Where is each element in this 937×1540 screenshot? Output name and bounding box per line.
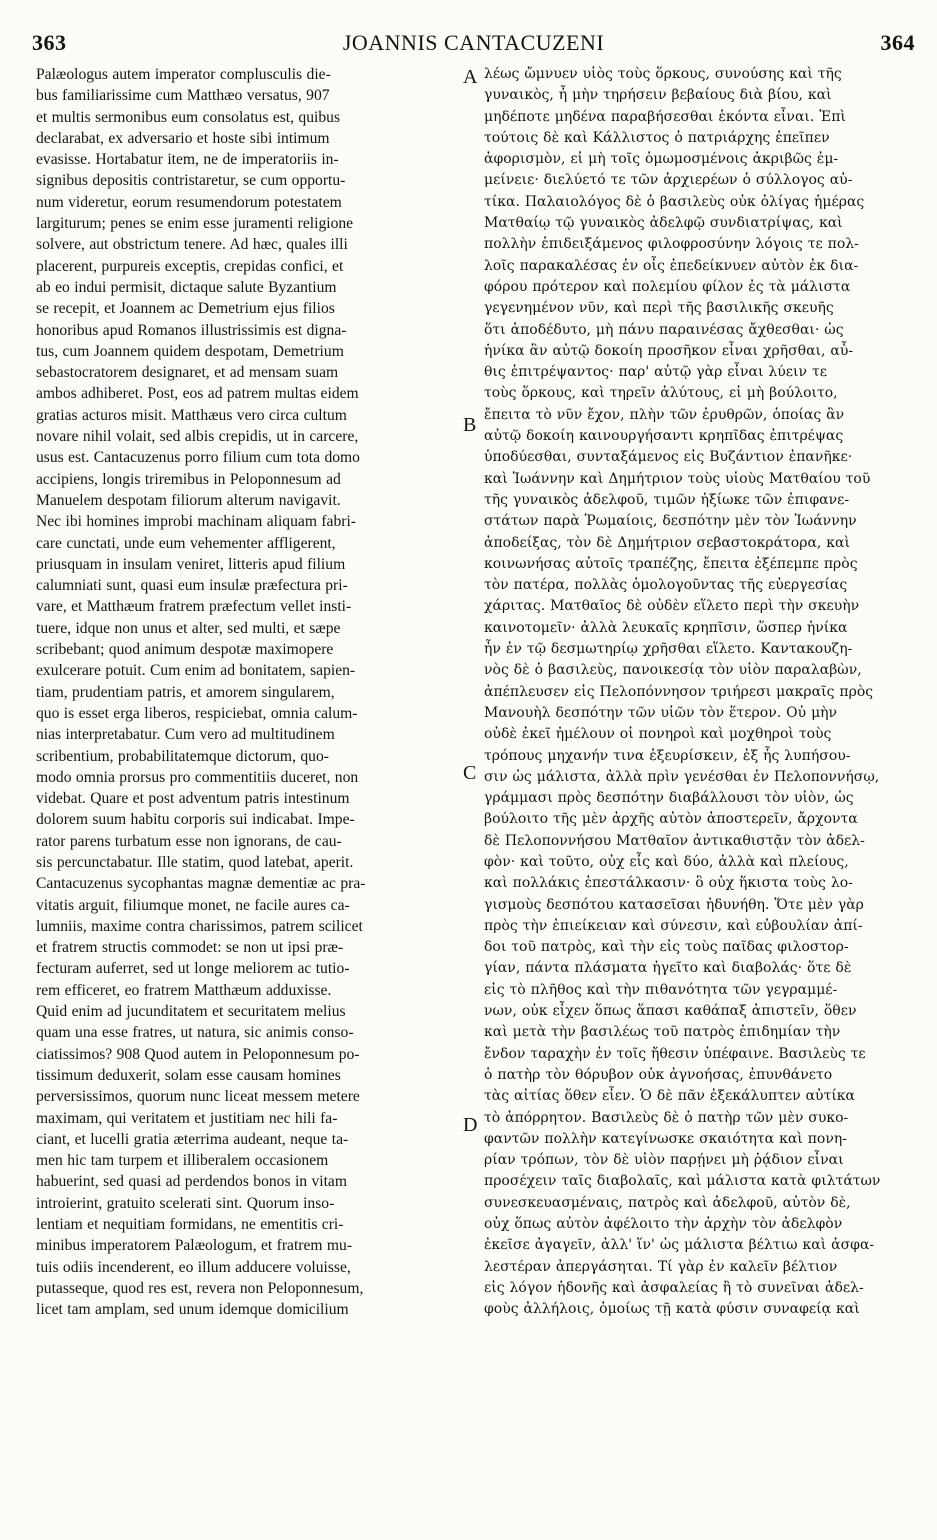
- latin-text-line: dolorem suum habitu corporis sui indicabat. Impe-: [36, 811, 355, 829]
- greek-text-line: τοὺς ὅρκους, καὶ τηρεῖν ἀλύτους, εἰ μὴ βούλοιτο,: [484, 385, 838, 402]
- latin-text-line: Manuelem despotam filiorum alterum navigavit.: [36, 491, 341, 509]
- latin-text-line: evasisse. Hortabatur item, ne de imperatoriis in-: [36, 151, 339, 169]
- greek-text-line: Ματθαίῳ τῷ γυναικὸς ἀδελφῷ συνδιατρίψας, καὶ: [484, 215, 843, 232]
- greek-text-line: ὑποδύεσθαι, συνταξάμενος εἰς Βυζάντιον ἐπανῆκε·: [484, 449, 853, 466]
- latin-text-line: videbat. Quare et post adventum patris intestinum: [36, 790, 350, 808]
- latin-text-line: novare nihil volait, sed albis crepidis, ut in carcere,: [36, 428, 359, 446]
- greek-text-line: ἀφορισμὸν, εἰ μὴ τοῖς ὁμωμοσμένοις ἀκριβῶς ἐμ-: [484, 151, 839, 168]
- greek-text-line: τὸ ἀπόρρητον. Βασιλεὺς δὲ ὁ πατὴρ τῶν μὲν συκο-: [484, 1109, 849, 1126]
- greek-text-line: ἔνδον ταραχὴν ἐν τοῖς ἤθεσιν ὑπέφαινε. Βασιλεὺς τε: [484, 1045, 866, 1062]
- greek-text-line: φὸν· καὶ τοῦτο, οὐχ εἷς καὶ δύο, ἀλλὰ καὶ πλείους,: [484, 853, 849, 870]
- latin-text-line: se recepit, et Joannem ac Demetrium ejus filios: [36, 300, 335, 318]
- latin-text-line: priusquam in insulam veniret, litteris apud filium: [36, 555, 346, 573]
- greek-text-line: ὅτι ἀποδέδυτο, μὴ πάνυ παραινέσας ἄχθεσθαι· ὡς: [484, 321, 844, 338]
- greek-text-line: βούλοιτο τῆς μὲν ἀρχῆς αὐτὸν ἀποστερεῖν, ἄρχοντα: [484, 811, 858, 828]
- latin-text-line: fecturam auferret, sed ut longe meliorem ac tutio-: [36, 960, 350, 978]
- latin-text-line: scribentium, probabilitatemque dictorum, quo-: [36, 747, 329, 765]
- latin-text-line: care cunctati, unde eum vehementer affligerent,: [36, 534, 336, 552]
- latin-column: [36, 64, 456, 1321]
- latin-text-line: ab eo indui permisit, dictaque salute Byzantium: [36, 278, 337, 296]
- greek-text-line: καὶ μετὰ τὴν βασιλέως τοῦ πατρὸς ἐπιδημίαν τὴν: [484, 1024, 841, 1041]
- latin-text-line: maximam, qui veritatem et justitiam nec hili fa-: [36, 1109, 338, 1127]
- latin-text-line: honoribus apud Romanos illustrissimis est digna-: [36, 321, 347, 339]
- greek-text-line: νων, οὐκ εἶχεν ὅπως ἅπασι καθάπαξ ἀπιστεῖν, ὅθεν: [484, 1003, 857, 1020]
- greek-text-line: τὸν πατέρα, πολλὰς ὁμολογοῦντας τῆς εὐεργεσίας: [484, 577, 848, 594]
- latin-text-line: calumniati sunt, quasi eum insulæ præfectura pri-: [36, 577, 348, 595]
- latin-text-line: tus, cum Joannem quidem despotam, Demetrium: [36, 342, 344, 360]
- latin-text-line: tuere, idque non unus et alter, sed multi, et sæpe: [36, 619, 341, 637]
- latin-text-line: et fratrem structis commodet: se non ut ipsi præ-: [36, 939, 344, 957]
- greek-text-line: τούτοις δὲ καὶ Κάλλιστος ὁ πατριάρχης ἐπεῖπεν: [484, 129, 830, 146]
- latin-text-line: minibus imperatorem Palæologum, et fratrem mu-: [36, 1237, 353, 1255]
- latin-text-line: usus est. Cantacuzenus porro filium cum tota domo: [36, 449, 360, 467]
- greek-text-line: ρίαν τρόπων, τὸν δὲ υἱὸν παρῄνει μὴ ῥᾴδιον εἶναι: [484, 1152, 844, 1169]
- latin-text-line: lumniis, maxime contra charissimos, patrem scilicet: [36, 917, 363, 935]
- greek-text-line: γίαν, πάντα πλάσματα ἡγεῖτο καὶ διαβολάς· ὅτε δὲ: [484, 960, 852, 977]
- latin-text-line: exulcerare potuit. Cum enim ad bonitatem, sapien-: [36, 662, 356, 680]
- latin-text-line: Nec ibi homines improbi machinam aliquam fabri-: [36, 513, 356, 531]
- latin-text-line: num videretur, eorum resumendorum potestatem: [36, 193, 342, 211]
- greek-text-line: γεγενημένον νῦν, καὶ περὶ τῆς βασιλικῆς σκευῆς: [484, 300, 834, 317]
- greek-text-line: πρὸς τὴν ἐπιείκειαν καὶ σύνεσιν, καὶ εὐβουλίαν ἀπί-: [484, 917, 863, 934]
- greek-text-line: φοὺς ἀλλήλοις, ὁμοίως τῇ κατὰ φύσιν συναφείᾳ καὶ: [484, 1301, 860, 1318]
- greek-text-line: στάτων παρὰ Ῥωμαίοις, δεσπότην μὲν τὸν Ἰωάννην: [484, 513, 857, 530]
- latin-text-line: introierint, gratuito scelerati sint. Quorum inso-: [36, 1194, 335, 1212]
- greek-text-line: δοι τοῦ πατρὸς, καὶ τὴν εἰς τοὺς παῖδας φιλοστορ-: [484, 939, 849, 956]
- latin-text-line: signibus depositis contristaretur, se cum opportu-: [36, 172, 346, 190]
- greek-text-line: ἡνίκα ἂν αὐτῷ δοκοίη προσῆκον εἶναι χρῆσθαι, αὖ-: [484, 342, 854, 359]
- latin-text-line: men hic tam turpem et illiberalem occasionem: [36, 1152, 329, 1170]
- latin-text-line: licet tam amplam, sed unum idemque domicilium: [36, 1301, 349, 1319]
- latin-text-line: declarabat, ex adversario et hoste sibi intimum: [36, 129, 330, 147]
- greek-text-line: καὶ Ἰωάννην καὶ Δημήτριον τοὺς υἱοὺς Ματθαίου τοῦ: [484, 470, 871, 487]
- greek-text-line: γισμοὺς δεσπότου κατασεῖσαι ἠδυνήθη. Ὅτε μὲν γὰρ: [484, 896, 864, 913]
- greek-text-line: πολλὴν ἐπιδειξάμενος φιλοφροσύνην λόγοις τε πολ-: [484, 236, 859, 253]
- greek-text-line: εἰς λόγον ἡδονῆς καὶ ἀσφαλείας ἢ τὸ συνεῖναι ἀδελ-: [484, 1279, 864, 1296]
- greek-text-line: ἀποδείξας, τὸν δὲ Δημήτριον σεβαστοκράτορα, καὶ: [484, 534, 851, 551]
- latin-text-line: vitatis arguit, filiumque monet, ne facile aures ca-: [36, 896, 350, 914]
- section-marker-c: C: [463, 762, 477, 784]
- greek-text-line: οὐχ ὅπως αὐτὸν ἀφέλοιτο τὴν ἀρχὴν τὸν ἀδελφὸν: [484, 1216, 843, 1233]
- latin-text-line: et multis sermonibus eum consolatus est, quibus: [36, 108, 341, 126]
- greek-text-line: οὐδὲ ἐκεῖ ἠμέλουν οἱ πονηροὶ καὶ μοχθηροὶ τοὺς: [484, 726, 832, 743]
- greek-text-line: ἔπειτα τὸ νῦν ἔχον, πλὴν τῶν ἐρυθρῶν, ὁποίας ἂν: [484, 406, 845, 423]
- greek-text-line: νὸς δὲ ὁ βασιλεὺς, πανοικεσίᾳ τὸν υἱὸν παραλαβὼν,: [484, 662, 862, 679]
- latin-text-line: rem efficeret, eo fratrem Matthæum adduxisse.: [36, 981, 332, 999]
- greek-text-line: προσέχειν ταῖς διαβολαῖς, καὶ μάλιστα κατὰ φιλτάτων: [484, 1173, 881, 1190]
- greek-text-line: δὲ Πελοποννήσου Ματθαῖον ἀντικαθιστᾷν τὸν ἀδελ-: [484, 832, 865, 849]
- greek-text-line: χάριτας. Ματθαῖος δὲ οὐδὲν εἵλετο περὶ τὴν σκευὴν: [484, 598, 860, 615]
- greek-text-line: Μανουὴλ δεσπότην τῶν υἱῶν τὸν ἕτερον. Οὐ μὴν: [484, 704, 838, 721]
- latin-text-line: solvere, aut obstrictum tenere. Ad hæc, quales illi: [36, 236, 348, 254]
- section-marker-b: B: [463, 414, 477, 436]
- latin-text-line: Quid enim ad jucunditatem et securitatem melius: [36, 1003, 346, 1021]
- latin-text-line: rator parens turbatum esse non ignorans, de cau-: [36, 832, 342, 850]
- greek-text-line: καὶ πολλάκις ἐπεστάλκασιν· ὃ οὐχ ἥκιστα τοὺς λο-: [484, 875, 853, 892]
- latin-text-line: modo omnia prorsus pro commentitiis duceret, non: [36, 768, 359, 786]
- greek-text-line: τίκα. Παλαιολόγος δὲ ὁ βασιλεὺς οὐκ ὀλίγας ἡμέρας: [484, 193, 865, 210]
- greek-text-line: θις ἐπιτρέψαντος· παρ' αὐτῷ γὰρ εἶναι λύειν τε: [484, 364, 827, 381]
- latin-text-line: vare, et Matthæum fratrem præfectum vellet insti-: [36, 598, 352, 616]
- latin-text-line: ciant, et lucelli gratia æterrima audeant, neque ta-: [36, 1130, 349, 1148]
- greek-text-line: λέως ὤμνυεν υἱὸς τοὺς ὅρκους, συνούσης καὶ τῆς: [484, 66, 842, 82]
- greek-text-line: τὰς αἰτίας ὅθεν εἶεν. Ὁ δὲ πᾶν ἐξεκάλυπτεν αὐτίκα: [484, 1088, 856, 1105]
- latin-text-line: tuis odiis incenderent, eo illum adducere voluisse,: [36, 1258, 351, 1276]
- greek-text-line: γράμμασι πρὸς δεσπότην διαβάλλουσι τὸν υἱὸν, ὡς: [484, 790, 854, 807]
- greek-text-line: εἰς τὸ πλῆθος καὶ τὴν πιθανότητα τῶν γεγραμμέ-: [484, 981, 838, 998]
- latin-text-line: nias interpretabatur. Cum vero ad multitudinem: [36, 726, 335, 744]
- latin-text-line: lentiam et nequitiam formidans, ne ementitis cri-: [36, 1216, 344, 1234]
- greek-text-line: μείνειε· διελύετό τε τῶν ἀρχιερέων ὁ σύλλογος αὐ-: [484, 172, 853, 189]
- latin-text-line: ciatissimos? 908 Quod autem in Peloponnesum po-: [36, 1045, 360, 1063]
- greek-text-line: ἐκεῖσε ἀγαγεῖν, ἀλλ' ἵν' ὡς μάλιστα βέλτιω καὶ ἀσφα-: [484, 1237, 875, 1254]
- section-marker-d: D: [463, 1114, 478, 1136]
- page-number-right: 364: [880, 30, 915, 55]
- greek-text-line: ἀπέπλευσεν εἰς Πελοπόννησον τριήρεσι μακραῖς πρὸς: [484, 683, 874, 700]
- greek-column: [484, 64, 902, 1321]
- greek-text-line: φόρου πρότερον καὶ πολεμίου φίλον ἐς τὰ μάλιστα: [484, 278, 851, 295]
- page-number-left: 363: [32, 30, 67, 55]
- latin-text-line: bus familiarissime cum Matthæo versatus, 907: [36, 87, 330, 105]
- greek-text-line: λοῖς παρακαλέσας ἐν οἷς ἐπεδείκνυεν αὐτὸν ἐκ δια-: [484, 257, 859, 274]
- greek-text-line: κοινωνήσας αὐτοῖς τραπέζης, ἔπειτα ἐξέπεμπε πρὸς: [484, 555, 858, 572]
- latin-text-line: scribebant; quod animum despotæ maximopere: [36, 641, 334, 659]
- latin-text-line: quam una esse fratres, ut natura, sic animis conso-: [36, 1024, 354, 1042]
- latin-text-line: accipiens, longis triremibus in Peloponnesum ad: [36, 470, 341, 488]
- latin-text-line: Cantacuzenus sycophantas magnæ dementiæ ac pra-: [36, 875, 366, 893]
- latin-text-line: sis percunctabatur. Ille statim, quod latebat, aperit.: [36, 853, 354, 871]
- greek-text-line: συνεσκευασμέναις, πατρὸς καὶ ἀδελφοῦ, αὐτὸν δὲ,: [484, 1194, 851, 1211]
- latin-text-line: tiam, prudentiam patris, et amorem singularem,: [36, 683, 335, 701]
- greek-text-line: τρόπους μηχανήν τινα ἐξευρίσκειν, ἐξ ἧς λυπήσου-: [484, 747, 851, 764]
- latin-text-line: Palæologus autem imperator complusculis die-: [36, 66, 331, 83]
- greek-text-line: φαντῶν πολλὴν κατεγίνωσκε σκαιότητα καὶ πονη-: [484, 1130, 847, 1147]
- greek-text-line: αὐτῷ δοκοίη καινουργήσαντι κρηπῖδας ἐπιτρέψας: [484, 428, 844, 445]
- latin-text-line: largiturum; penes se enim esse juramenti religione: [36, 215, 354, 233]
- greek-text-line: λεστέραν ἀπεργάσηται. Τί γὰρ ἐν καλεῖν βέλτιον: [484, 1258, 838, 1275]
- greek-text-line: μηδέποτε μηδένα παραβήσεσθαι ἑκόντα εἶναι. Ἐπὶ: [484, 108, 846, 125]
- latin-text-line: sebastocratorem designaret, et ad mensam suam: [36, 364, 339, 382]
- latin-text-line: putasseque, quod res est, revera non Peloponnesum,: [36, 1279, 364, 1297]
- greek-text-line: ὁ πατὴρ τὸν θόρυβον οὐκ ἀγνοήσας, ἐπυνθάνετο: [484, 1066, 833, 1083]
- greek-text-line: γυναικὸς, ἦ μὴν τηρήσειν βεβαίους διὰ βίου, καὶ: [484, 87, 832, 104]
- greek-text-line: σιν ὡς μάλιστα, ἀλλὰ πρὶν γενέσθαι ἐν Πελοποννήσῳ,: [484, 768, 880, 785]
- running-header: [32, 30, 915, 64]
- latin-text-line: habuerint, sed quasi ad perdendos bonos in vitam: [36, 1173, 347, 1191]
- section-marker-a: A: [463, 66, 478, 88]
- greek-text-line: καινοτομεῖν· ἀλλὰ λευκαῖς κρηπῖσιν, ὥσπερ ἡνίκα: [484, 619, 848, 636]
- latin-text-line: perversissimos, quorum nunc liceat messem metere: [36, 1088, 360, 1106]
- greek-text-line: ἦν ἐν τῷ δεσμωτηρίῳ χρῆσθαι εἵλετο. Καντακουζη-: [484, 641, 853, 658]
- latin-text-line: ambos adhiberet. Post, eos ad patrem multas eidem: [36, 385, 359, 403]
- latin-text-line: tissimum deduxerit, solam esse causam homines: [36, 1066, 341, 1084]
- latin-text-line: gratias acturos misit. Matthæus vero circa cultum: [36, 406, 347, 424]
- latin-text-line: placerent, purpureis exceptis, crepidas confici, et: [36, 257, 344, 275]
- running-title: JOANNIS CANTACUZENI: [342, 30, 605, 55]
- greek-text-line: τῆς γυναικὸς ἀδελφοῦ, τιμῶν ἠξίωκε τῶν ἐπιφανε-: [484, 491, 850, 508]
- latin-text-line: quo is esset erga liberos, respiciebat, omnia calum-: [36, 704, 358, 722]
